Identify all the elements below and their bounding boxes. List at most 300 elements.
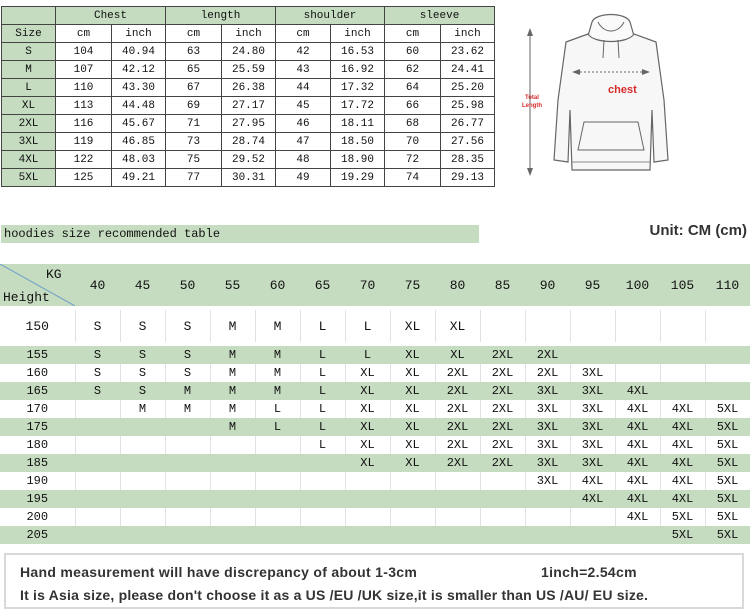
size-chart-cell: 42.12 — [112, 61, 166, 79]
recommended-size-cell: L — [300, 418, 345, 436]
size-chart-cell: 122 — [56, 151, 112, 169]
height-label-cell: 200 — [0, 508, 75, 526]
size-chart-row — [2, 115, 495, 133]
size-chart-cell: 64 — [385, 79, 441, 97]
size-chart-cell: 16.92 — [331, 61, 385, 79]
size-chart-cell: 48 — [276, 151, 331, 169]
size-chart-corner — [2, 7, 56, 25]
size-label: 4XL — [2, 151, 56, 169]
size-chart-cell: 66 — [385, 97, 441, 115]
size-chart-cell: 74 — [385, 169, 441, 187]
recommended-size-cell: 4XL — [660, 418, 705, 436]
size-chart-cell: 62 — [385, 61, 441, 79]
recommended-size-cell: 3XL — [570, 382, 615, 400]
recommended-size-cell: M — [165, 382, 210, 400]
size-label: 2XL — [2, 115, 56, 133]
recommended-size-cell: XL — [390, 346, 435, 364]
size-chart-cell: 25.20 — [441, 79, 495, 97]
recommended-size-cell — [300, 526, 345, 544]
recommended-size-cell: XL — [345, 364, 390, 382]
recommended-size-cell: XL — [345, 418, 390, 436]
recommended-size-cell — [345, 526, 390, 544]
recommended-size-cell: 3XL — [570, 418, 615, 436]
weight-header: 105 — [660, 264, 705, 306]
recommended-size-cell: 4XL — [615, 382, 660, 400]
recommended-size-cell: S — [120, 382, 165, 400]
size-chart-cell: 44 — [276, 79, 331, 97]
weight-header: 85 — [480, 264, 525, 306]
recommended-size-cell: 2XL — [480, 454, 525, 472]
recommended-size-cell — [75, 526, 120, 544]
size-chart-cell: 113 — [56, 97, 112, 115]
recommended-size-cell: S — [75, 346, 120, 364]
weight-header: 90 — [525, 264, 570, 306]
recommended-size-cell: 2XL — [435, 364, 480, 382]
recommended-size-cell: 2XL — [480, 346, 525, 364]
size-chart-cell: 72 — [385, 151, 441, 169]
recommended-size-cell: L — [300, 436, 345, 454]
size-chart-cell: 104 — [56, 43, 112, 61]
size-chart-cell: 43.30 — [112, 79, 166, 97]
recommended-size-cell: S — [165, 346, 210, 364]
weight-header-row — [0, 264, 750, 306]
size-chart-row — [2, 133, 495, 151]
size-chart-cell: 40.94 — [112, 43, 166, 61]
recommended-size-cell: 3XL — [570, 364, 615, 382]
recommended-size-cell — [255, 526, 300, 544]
size-chart-cell: 43 — [276, 61, 331, 79]
unit-header: inch — [331, 25, 385, 43]
recommended-size-cell: M — [210, 382, 255, 400]
note-discrepancy-text: Hand measurement will have discrepancy of about 1-3cm — [20, 564, 418, 580]
recommended-size-cell: M — [210, 364, 255, 382]
recommended-size-cell: 5XL — [705, 400, 750, 418]
size-label: 3XL — [2, 133, 56, 151]
recommended-size-cell: L — [255, 418, 300, 436]
size-chart-cell: 27.17 — [222, 97, 276, 115]
size-chart-cell: 42 — [276, 43, 331, 61]
size-chart-row — [2, 97, 495, 115]
recommended-size-cell: L — [300, 310, 345, 342]
recommended-size-cell — [435, 526, 480, 544]
recommended-size-cell: 2XL — [435, 400, 480, 418]
recommended-size-cell: L — [300, 364, 345, 382]
recommended-size-cell — [570, 310, 615, 342]
size-chart-cell: 18.90 — [331, 151, 385, 169]
recommended-size-cell: XL — [345, 382, 390, 400]
recommended-size-cell: XL — [345, 454, 390, 472]
recommended-size-cell: S — [165, 310, 210, 342]
recommended-size-cell: L — [255, 400, 300, 418]
size-label: M — [2, 61, 56, 79]
weight-header: 65 — [300, 264, 345, 306]
size-chart-cell: 29.13 — [441, 169, 495, 187]
weight-header: 80 — [435, 264, 480, 306]
recommended-size-cell: 3XL — [525, 436, 570, 454]
height-row — [0, 472, 750, 490]
size-chart-cell: 24.41 — [441, 61, 495, 79]
recommended-size-cell — [390, 508, 435, 526]
size-chart-cell: 65 — [166, 61, 222, 79]
recommended-size-cell: 4XL — [615, 490, 660, 508]
recommended-size-cell — [120, 418, 165, 436]
size-chart-cell: 46.85 — [112, 133, 166, 151]
size-chart-cell: 67 — [166, 79, 222, 97]
size-chart-cell: 17.32 — [331, 79, 385, 97]
recommended-size-cell: 2XL — [435, 454, 480, 472]
recommended-size-cell — [660, 382, 705, 400]
size-label: 5XL — [2, 169, 56, 187]
recommended-size-cell: L — [300, 382, 345, 400]
recommended-size-cell: XL — [390, 454, 435, 472]
recommended-size-cell: XL — [435, 346, 480, 364]
recommended-size-cell: 4XL — [660, 400, 705, 418]
recommended-size-cell: 2XL — [525, 364, 570, 382]
height-row — [0, 508, 750, 526]
height-row — [0, 310, 750, 342]
recommended-size-cell — [75, 400, 120, 418]
recommended-size-cell — [255, 436, 300, 454]
size-chart-cell: 28.35 — [441, 151, 495, 169]
recommended-size-cell: 5XL — [705, 454, 750, 472]
height-label-cell: 160 — [0, 364, 75, 382]
recommended-size-cell — [75, 436, 120, 454]
recommended-size-cell: 4XL — [615, 454, 660, 472]
recommended-size-cell: 4XL — [660, 454, 705, 472]
recommended-size-cell — [615, 526, 660, 544]
recommended-size-cell — [120, 526, 165, 544]
size-chart-cell: 24.80 — [222, 43, 276, 61]
weight-header: 95 — [570, 264, 615, 306]
recommended-size-cell: XL — [390, 310, 435, 342]
unit-header: cm — [276, 25, 331, 43]
recommended-size-cell — [660, 364, 705, 382]
recommended-size-cell — [480, 472, 525, 490]
recommended-size-cell — [345, 508, 390, 526]
recommended-size-cell — [120, 454, 165, 472]
recommended-size-cell: 4XL — [660, 436, 705, 454]
recommended-size-cell: XL — [345, 400, 390, 418]
recommended-size-cell — [435, 508, 480, 526]
recommended-size-cell — [210, 508, 255, 526]
recommended-size-cell: M — [255, 364, 300, 382]
total-length-label — [522, 94, 542, 110]
recommended-size-cell — [435, 472, 480, 490]
recommended-size-cell — [120, 472, 165, 490]
size-label: L — [2, 79, 56, 97]
recommended-size-cell: 5XL — [660, 526, 705, 544]
recommended-size-cell: M — [255, 382, 300, 400]
recommended-size-cell: 5XL — [705, 508, 750, 526]
size-chart-cell: 25.98 — [441, 97, 495, 115]
size-chart-cell: 45.67 — [112, 115, 166, 133]
chest-label: chest — [608, 84, 637, 96]
recommended-size-cell — [210, 454, 255, 472]
size-chart-cell: 27.56 — [441, 133, 495, 151]
recommended-size-cell — [435, 490, 480, 508]
total-length-label-line1: Total — [525, 95, 539, 101]
weight-header: 75 — [390, 264, 435, 306]
recommended-size-cell: 4XL — [570, 472, 615, 490]
recommended-size-cell: S — [120, 310, 165, 342]
size-label: XL — [2, 97, 56, 115]
recommended-size-cell — [120, 508, 165, 526]
height-label-cell: 185 — [0, 454, 75, 472]
recommended-size-cell: M — [165, 400, 210, 418]
recommended-size-cell: 4XL — [660, 490, 705, 508]
recommended-size-cell: 4XL — [660, 472, 705, 490]
recommended-size-cell — [660, 310, 705, 342]
size-chart-group-header: length — [166, 7, 276, 25]
height-label: Height — [3, 290, 50, 305]
recommended-size-cell — [570, 508, 615, 526]
size-column-header: Size — [2, 25, 56, 43]
recommended-size-cell: XL — [345, 436, 390, 454]
recommended-size-cell — [165, 418, 210, 436]
recommended-size-cell — [255, 490, 300, 508]
size-chart-cell: 110 — [56, 79, 112, 97]
recommended-size-cell: XL — [390, 382, 435, 400]
note-asia-size-text: It is Asia size, please don't choose it as a US /EU /UK size,it is smaller than US /AU/ EU size. — [20, 587, 649, 603]
recommended-size-cell — [255, 508, 300, 526]
recommended-size-cell — [480, 526, 525, 544]
recommended-size-cell — [480, 310, 525, 342]
recommended-size-cell: 2XL — [525, 346, 570, 364]
recommended-size-cell — [390, 526, 435, 544]
recommended-size-cell: 3XL — [570, 436, 615, 454]
height-row — [0, 418, 750, 436]
recommended-size-cell: M — [210, 310, 255, 342]
recommended-size-cell — [705, 364, 750, 382]
recommended-size-cell — [75, 454, 120, 472]
size-chart-cell: 49 — [276, 169, 331, 187]
recommended-size-cell: 5XL — [705, 526, 750, 544]
height-label-cell: 180 — [0, 436, 75, 454]
recommended-size-cell — [705, 310, 750, 342]
height-row — [0, 364, 750, 382]
size-chart-row — [2, 43, 495, 61]
kg-label: KG — [46, 267, 62, 282]
recommended-size-cell: 4XL — [615, 418, 660, 436]
recommended-size-cell: 2XL — [480, 400, 525, 418]
size-chart-cell: 26.77 — [441, 115, 495, 133]
size-chart-group-row — [2, 7, 495, 25]
size-chart-table — [1, 6, 495, 187]
unit-header: inch — [441, 25, 495, 43]
recommended-size-cell: 2XL — [480, 382, 525, 400]
recommended-size-cell — [210, 490, 255, 508]
recommended-size-cell — [615, 310, 660, 342]
recommended-size-cell: XL — [390, 400, 435, 418]
height-row — [0, 346, 750, 364]
weight-header: 60 — [255, 264, 300, 306]
recommended-size-cell — [165, 454, 210, 472]
recommended-size-cell: S — [75, 382, 120, 400]
size-chart-cell: 63 — [166, 43, 222, 61]
recommended-size-cell: S — [120, 364, 165, 382]
recommended-size-cell — [525, 310, 570, 342]
recommended-size-cell — [570, 346, 615, 364]
recommended-size-cell — [525, 508, 570, 526]
recommended-size-cell — [705, 346, 750, 364]
recommended-size-cell: L — [300, 400, 345, 418]
size-chart-cell: 29.52 — [222, 151, 276, 169]
recommended-size-cell: XL — [435, 310, 480, 342]
height-label-cell: 170 — [0, 400, 75, 418]
recommended-size-cell: 2XL — [480, 364, 525, 382]
size-chart-cell: 25.59 — [222, 61, 276, 79]
size-chart-cell: 69 — [166, 97, 222, 115]
weight-header: 50 — [165, 264, 210, 306]
recommended-size-cell: 4XL — [615, 472, 660, 490]
note-conversion-text: 1inch=2.54cm — [541, 564, 637, 580]
height-row — [0, 400, 750, 418]
recommended-size-cell: S — [75, 364, 120, 382]
recommended-size-cell: XL — [390, 436, 435, 454]
size-chart-cell: 26.38 — [222, 79, 276, 97]
recommended-size-cell — [75, 508, 120, 526]
recommended-size-cell: 5XL — [705, 436, 750, 454]
recommended-size-cell — [390, 472, 435, 490]
height-label-cell: 190 — [0, 472, 75, 490]
recommended-size-cell: XL — [390, 418, 435, 436]
recommended-size-cell: L — [300, 346, 345, 364]
size-chart-row — [2, 79, 495, 97]
weight-header: 45 — [120, 264, 165, 306]
unit-header: cm — [56, 25, 112, 43]
recommended-size-cell: 3XL — [525, 472, 570, 490]
recommended-size-cell — [570, 526, 615, 544]
weight-header: 100 — [615, 264, 660, 306]
size-recommendation-table — [0, 264, 750, 544]
size-chart-cell: 47 — [276, 133, 331, 151]
kg-height-corner — [0, 264, 75, 306]
recommended-size-cell — [255, 454, 300, 472]
height-label-cell: 175 — [0, 418, 75, 436]
size-chart-cell: 46 — [276, 115, 331, 133]
size-chart-cell: 71 — [166, 115, 222, 133]
recommended-size-cell: 3XL — [525, 382, 570, 400]
size-chart-cell: 44.48 — [112, 97, 166, 115]
unit-label: Unit: CM (cm) — [649, 222, 747, 239]
recommended-size-cell: 3XL — [525, 418, 570, 436]
recommended-size-cell — [75, 472, 120, 490]
unit-header: cm — [166, 25, 222, 43]
size-chart-cell: 28.74 — [222, 133, 276, 151]
recommended-size-cell: 4XL — [615, 436, 660, 454]
height-row — [0, 490, 750, 508]
height-row — [0, 436, 750, 454]
size-chart-cell: 18.50 — [331, 133, 385, 151]
recommended-size-cell — [165, 436, 210, 454]
height-row — [0, 454, 750, 472]
unit-header: cm — [385, 25, 441, 43]
recommended-size-cell: S — [75, 310, 120, 342]
recommended-size-cell: S — [120, 346, 165, 364]
recommended-size-cell: M — [210, 346, 255, 364]
size-chart-row — [2, 151, 495, 169]
recommended-size-cell — [705, 382, 750, 400]
recommended-size-cell — [525, 526, 570, 544]
recommended-size-cell: 2XL — [480, 436, 525, 454]
size-chart-row — [2, 169, 495, 187]
recommended-size-cell — [165, 472, 210, 490]
recommended-size-cell — [615, 346, 660, 364]
size-chart-cell: 49.21 — [112, 169, 166, 187]
recommended-size-cell: 3XL — [570, 400, 615, 418]
size-chart-cell: 27.95 — [222, 115, 276, 133]
recommended-size-cell — [300, 472, 345, 490]
recommended-size-cell: 4XL — [615, 508, 660, 526]
recommended-size-cell: M — [210, 418, 255, 436]
size-chart-cell: 48.03 — [112, 151, 166, 169]
recommended-size-cell: 5XL — [705, 418, 750, 436]
weight-header: 70 — [345, 264, 390, 306]
recommended-size-cell: 3XL — [525, 454, 570, 472]
recommended-size-cell — [480, 508, 525, 526]
recommended-size-cell: 4XL — [570, 490, 615, 508]
weight-header: 110 — [705, 264, 750, 306]
size-chart-cell: 18.11 — [331, 115, 385, 133]
recommended-size-cell: M — [210, 400, 255, 418]
height-label-cell: 165 — [0, 382, 75, 400]
height-row — [0, 382, 750, 400]
size-chart-cell: 23.62 — [441, 43, 495, 61]
size-chart-cell: 125 — [56, 169, 112, 187]
recommended-size-cell — [255, 472, 300, 490]
recommended-size-cell — [75, 418, 120, 436]
recommended-size-cell — [525, 490, 570, 508]
recommended-size-cell — [345, 472, 390, 490]
size-chart-cell: 16.53 — [331, 43, 385, 61]
recommended-size-cell — [480, 490, 525, 508]
recommended-size-cell — [165, 526, 210, 544]
size-chart-cell: 77 — [166, 169, 222, 187]
weight-header: 55 — [210, 264, 255, 306]
size-chart-group-header: shoulder — [276, 7, 385, 25]
recommended-size-cell: L — [345, 310, 390, 342]
size-chart-group-header: Chest — [56, 7, 166, 25]
recommended-size-cell: 2XL — [435, 418, 480, 436]
recommended-size-cell — [210, 472, 255, 490]
recommended-size-cell — [660, 346, 705, 364]
recommended-size-cell: 3XL — [525, 400, 570, 418]
recommended-size-cell — [390, 490, 435, 508]
recommended-size-cell — [300, 454, 345, 472]
recommended-size-cell: M — [255, 346, 300, 364]
size-chart-cell: 70 — [385, 133, 441, 151]
size-chart-cell: 116 — [56, 115, 112, 133]
height-label-cell: 155 — [0, 346, 75, 364]
size-chart-cell: 68 — [385, 115, 441, 133]
unit-header: inch — [112, 25, 166, 43]
recommended-size-cell: S — [165, 364, 210, 382]
recommended-size-cell — [75, 490, 120, 508]
size-chart-cell: 107 — [56, 61, 112, 79]
size-chart-row — [2, 61, 495, 79]
recommended-size-cell: 5XL — [705, 472, 750, 490]
size-chart-cell: 75 — [166, 151, 222, 169]
size-chart-cell: 19.29 — [331, 169, 385, 187]
recommended-size-cell — [210, 526, 255, 544]
recommend-table-title: hoodies size recommended table — [1, 225, 479, 243]
weight-header: 40 — [75, 264, 120, 306]
recommended-size-cell: 2XL — [435, 436, 480, 454]
measurement-note — [4, 553, 744, 609]
recommended-size-cell — [615, 364, 660, 382]
recommended-size-cell — [165, 490, 210, 508]
recommended-size-cell: 3XL — [570, 454, 615, 472]
